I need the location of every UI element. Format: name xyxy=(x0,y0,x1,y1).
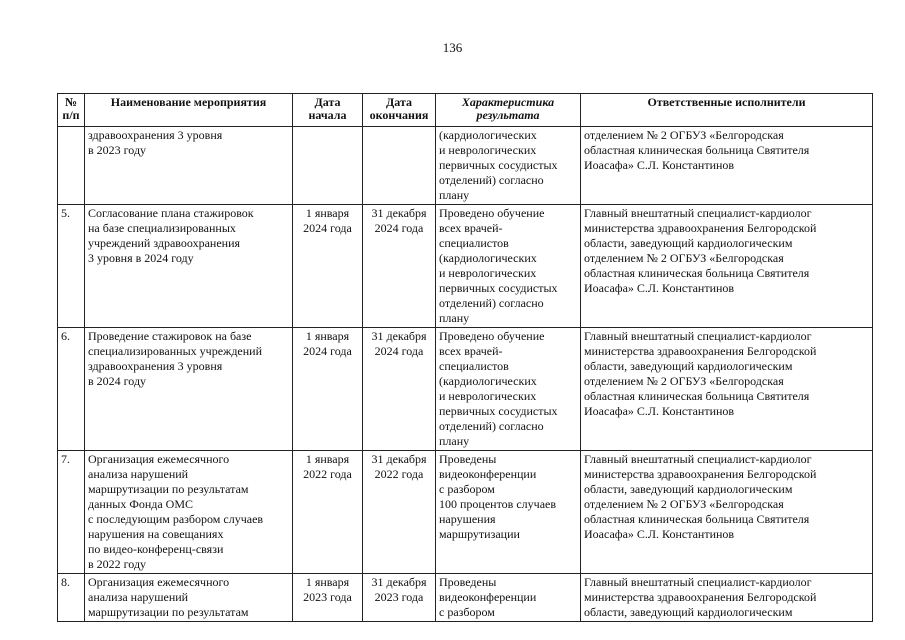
row-name: Организация ежемесячного анализа нарушений маршрутизации по результатам xyxy=(85,574,293,622)
header-name: Наименование мероприятия xyxy=(85,94,293,127)
page-number: 136 xyxy=(442,40,463,55)
header-end: Дата окончания xyxy=(363,94,436,127)
row-name: Организация ежемесячного анализа нарушений маршрутизации по результатам данных Фонда ОМС с последующим разбором случаев нарушения на совещаниях по видео-конференц-связи в 2022 году xyxy=(85,451,293,574)
row-name: Согласование плана стажировок на базе специализированных учреждений здравоохранения 3 уровня в 2024 году xyxy=(85,205,293,328)
table-row xyxy=(58,574,873,622)
row-num xyxy=(58,127,85,205)
row-start: 1 января 2024 года xyxy=(293,328,363,451)
table-row xyxy=(58,127,873,205)
row-end: 31 декабря 2024 года xyxy=(363,205,436,328)
row-result: Проведены видеоконференции с разбором 100 процентов случаев нарушения маршрутизации xyxy=(436,451,581,574)
row-start: 1 января 2023 года xyxy=(293,574,363,622)
row-end xyxy=(363,127,436,205)
row-name: Проведение стажировок на базе специализированных учреждений здравоохранения 3 уровня в 2024 году xyxy=(85,328,293,451)
row-start xyxy=(293,127,363,205)
row-end: 31 декабря 2022 года xyxy=(363,451,436,574)
row-start: 1 января 2022 года xyxy=(293,451,363,574)
row-name: здравоохранения 3 уровня в 2023 году xyxy=(85,127,293,205)
row-result: (кардиологических и неврологических первичных сосудистых отделений) согласно плану xyxy=(436,127,581,205)
header-result: Характеристика результата xyxy=(436,94,581,127)
table-row xyxy=(58,451,873,574)
row-result: Проведено обучение всех врачей- специалистов (кардиологических и неврологических первичных сосудистых отделений) согласно плану xyxy=(436,328,581,451)
header-start: Дата начала xyxy=(293,94,363,127)
header-num: № п/п xyxy=(58,94,85,127)
row-responsible: Главный внештатный специалист-кардиолог министерства здравоохранения Белгородской области, заведующий кардиологическим отделением № 2 ОГБУЗ «Белгородская областная клиническая больница Святителя Иоасафа» С.Л. Константинов xyxy=(581,328,873,451)
row-num: 5. xyxy=(58,205,85,328)
row-result: Проведены видеоконференции с разбором xyxy=(436,574,581,622)
row-num: 8. xyxy=(58,574,85,622)
row-responsible: Главный внештатный специалист-кардиолог министерства здравоохранения Белгородской области, заведующий кардиологическим отделением № 2 ОГБУЗ «Белгородская областная клиническая больница Святителя Иоасафа» С.Л. Константинов xyxy=(581,205,873,328)
row-responsible: Главный внештатный специалист-кардиолог министерства здравоохранения Белгородской области, заведующий кардиологическим xyxy=(581,574,873,622)
row-responsible: Главный внештатный специалист-кардиолог министерства здравоохранения Белгородской области, заведующий кардиологическим отделением № 2 ОГБУЗ «Белгородская областная клиническая больница Святителя Иоасафа» С.Л. Константинов xyxy=(581,451,873,574)
row-responsible: отделением № 2 ОГБУЗ «Белгородская областная клиническая больница Святителя Иоасафа» С.Л. Константинов xyxy=(581,127,873,205)
row-end: 31 декабря 2024 года xyxy=(363,328,436,451)
table-row xyxy=(58,328,873,451)
row-result: Проведено обучение всех врачей- специалистов (кардиологических и неврологических первичных сосудистых отделений) согласно плану xyxy=(436,205,581,328)
row-num: 6. xyxy=(58,328,85,451)
row-end: 31 декабря 2023 года xyxy=(363,574,436,622)
row-start: 1 января 2024 года xyxy=(293,205,363,328)
events-table xyxy=(57,93,873,622)
table-row xyxy=(58,205,873,328)
header-responsible: Ответственные исполнители xyxy=(581,94,873,127)
table-header-row xyxy=(58,94,873,127)
row-num: 7. xyxy=(58,451,85,574)
